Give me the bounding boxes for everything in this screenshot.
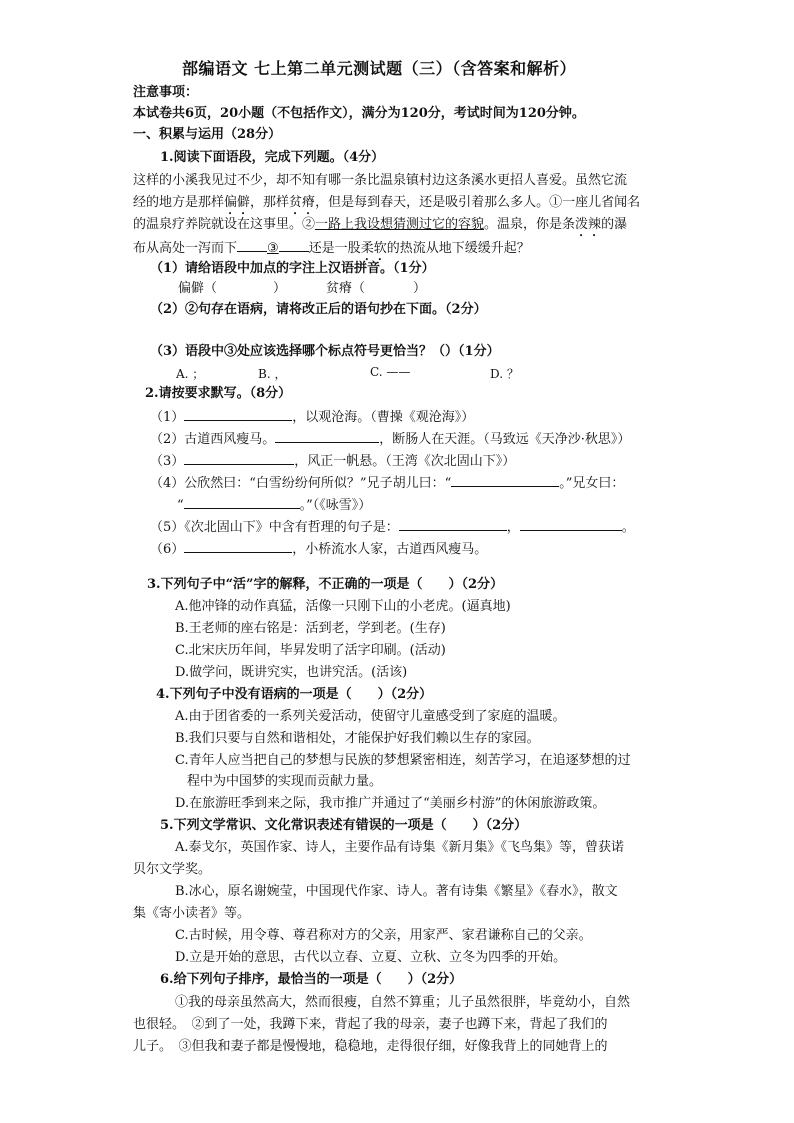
q5-title: 5.下列文学常识、文化常识表述有错误的一项是（ ）（2分）: [160, 818, 528, 833]
q5-option-b[interactable]: B.冰心，原名谢婉莹，中国现代作家、诗人。著有诗集《繁星》《春水》，散文: [175, 884, 618, 899]
dotted-word-pianpi: 偏僻: [224, 195, 251, 210]
q5-option-c[interactable]: C.古时候，用令尊、尊君称对方的父亲，用家严、家君谦称自己的父亲。: [175, 928, 592, 943]
q5-option-d[interactable]: D.立是开始的意思，古代以立春、立夏、立秋、立冬为四季的开始。: [175, 950, 567, 965]
recite-text: ，风正一帆悬。（王湾《次北固山下》）: [294, 454, 516, 469]
q5-option-b-cont: 集《寄小读者》等。: [133, 906, 251, 921]
q1-sub2: （2）②句存在语病，请将改正后的语句抄在下面。（2分）: [150, 302, 487, 317]
q3-option-b[interactable]: B.王老师的座右铭是：活到老，学到老。(生存): [175, 621, 446, 636]
q1-passage-line: 这样的小溪我见过不少，却不知有哪一条比温泉镇村边这条溪水更招人喜爱。虽然它流: [133, 173, 628, 188]
q4-option-a[interactable]: A.由于团省委的一系列关爱活动，使留守儿童感受到了家庭的温暖。: [175, 709, 566, 724]
q5-option-a-cont: 贝尔文学奖。: [133, 862, 212, 877]
q1-passage-line: [133, 216, 627, 240]
recite-text: （2）古道西风瘦马。: [150, 432, 276, 447]
q3-option-c[interactable]: C.北宋庆历年间，毕昇发明了活字印刷。(活动): [175, 643, 446, 658]
notice-text: 本试卷共6页，20小题（不包括作文），满分为120分，考试时间为120分钟。: [133, 106, 585, 121]
recite-blank[interactable]: [399, 517, 507, 531]
q2-line: [150, 407, 474, 426]
pinyin-close: ）: [413, 281, 427, 296]
recite-text: （4）公欣然曰：“白雪纷纷何所似？”兄子胡儿曰：“: [150, 476, 452, 491]
recite-text: 。”（《咏雪》）: [299, 498, 372, 513]
passage-text: 的热流从地下缓缓升起？: [386, 241, 530, 256]
passage-text: 。温泉，你是条: [484, 217, 576, 232]
q4-option-d[interactable]: D.在旅游旺季到来之际，我市推广并通过了“美丽乡村游”的休闲旅游政策。: [175, 796, 606, 811]
q1-sub3: （3）语段中③处应该选择哪个标点符号更恰当？（）（1分）: [150, 344, 500, 359]
q6-passage-line: 也很轻。 ②到了一处，我蹲下来，背起了我的母亲，妻子也蹲下来，背起了我们的: [133, 1017, 608, 1032]
recite-text: “: [177, 498, 184, 513]
dotted-word-pinji: 贫瘠: [289, 195, 316, 210]
blank-line[interactable]: [279, 238, 309, 252]
pinyin-answer-row: [178, 280, 426, 297]
recite-text: （6）: [150, 542, 185, 557]
q1-title: 1.阅读下面语段，完成下列题。（4分）: [160, 150, 385, 165]
q2-line: [150, 473, 624, 492]
q5-option-a[interactable]: A.泰戈尔，英国作家、诗人，主要作品有诗集《新月集》《飞鸟集》等，曾获诺: [175, 840, 625, 855]
recite-text: ，小桥流水人家，古道西风瘦马。: [292, 542, 488, 557]
recite-blank[interactable]: [184, 495, 300, 509]
sick-sentence: 一路上我设想猜测过它的容貌: [315, 217, 485, 232]
q6-title: 6.给下列句子排序，最恰当的一项是（ ）（2分）: [160, 972, 463, 987]
punctuation-mark-3: ③: [267, 241, 279, 256]
q2-line: [177, 495, 371, 514]
q2-title: 2.请按要求默写。（8分）: [145, 386, 292, 401]
recite-text: （5）《次北固山下》中含有哲理的句子是：: [150, 520, 399, 535]
recite-blank[interactable]: [184, 539, 292, 553]
notice-heading: 注意事项：: [133, 85, 199, 100]
recite-blank[interactable]: [275, 429, 379, 443]
q6-passage-line: ①我的母亲虽然高大，然而很瘦，自然不算重；儿子虽然很胖，毕竟幼小，自然: [175, 995, 631, 1010]
q4-option-c[interactable]: C.青年人应当把自己的梦想与民族的梦想紧密相连，刻苦学习，在追逐梦想的过: [175, 753, 631, 768]
page-title: 部编语文 七上第二单元测试题（三）（含答案和解析）: [182, 59, 577, 78]
q3-option-a[interactable]: A.他冲锋的动作真猛，活像一只刚下山的小老虎。(逼真地): [175, 599, 511, 614]
recite-text: （3）: [150, 454, 185, 469]
q2-line: [150, 517, 635, 536]
recite-text: ，断肠人在天涯。（马致远《天净沙·秋思》）: [379, 432, 631, 447]
passage-text: 布从高处一泻而下: [133, 241, 238, 256]
option-c[interactable]: C. ——: [370, 365, 411, 379]
q4-option-c-cont: 程中为中国梦的实现而贡献力量。: [187, 774, 383, 789]
q3-option-d[interactable]: D.做学问，既讲究实，也讲究活。(活该): [175, 665, 408, 680]
passage-text: 的瀑: [601, 217, 628, 232]
recite-text: （1）: [150, 410, 185, 425]
passage-text: 的温泉疗养院就设在这事里。②: [133, 217, 316, 232]
recite-text: 。: [621, 520, 635, 535]
recite-blank[interactable]: [184, 407, 292, 421]
recite-blank[interactable]: [184, 451, 294, 465]
q2-line: [150, 539, 487, 558]
q4-option-b[interactable]: B.我们只要与自然和谐相处，才能保护好我们赖以生存的家园。: [175, 731, 540, 746]
q2-line: [150, 429, 630, 448]
recite-text: 。”兄女曰：: [559, 476, 625, 491]
recite-blank[interactable]: [451, 473, 559, 487]
q2-line: [150, 451, 515, 470]
q4-title: 4.下列句子中没有语病的一项是（ ）（2分）: [156, 687, 433, 702]
recite-text: ，以观沧海。（曹操《观沧海》）: [292, 410, 475, 425]
recite-blank[interactable]: [520, 517, 622, 531]
passage-text: ，那样: [250, 195, 290, 210]
blank-line[interactable]: [237, 238, 267, 252]
passage-text: 经的地方是那样: [133, 195, 225, 210]
option-d[interactable]: D. ？: [490, 367, 519, 381]
passage-text: 还是一股: [308, 241, 361, 256]
recite-text: ，: [506, 520, 520, 535]
q6-passage-line: 儿子。 ③但我和妻子都是慢慢地，稳稳地，走得很仔细，好像我背上的同她背上的: [133, 1039, 608, 1054]
option-b[interactable]: B. ，: [258, 367, 287, 381]
section-heading: 一、积累与运用（28分）: [133, 127, 282, 142]
pinyin-close: ）: [273, 281, 287, 296]
pinyin-label: 偏僻（: [178, 281, 218, 296]
q1-passage-line: [133, 194, 640, 218]
pinyin-label: 贫瘠（: [326, 281, 366, 296]
q3-title: 3.下列句子中“活”字的解释，不正确的一项是（ ）（2分）: [147, 577, 504, 592]
dotted-word-pola: 泼辣: [575, 217, 602, 232]
passage-text: ，但是每到春天，还是吸引着那么多人。①一座儿省闻名: [315, 195, 641, 210]
option-a[interactable]: A. ；: [176, 367, 205, 381]
dotted-word-rouruan: 柔软: [360, 241, 387, 256]
q1-sub1: （1）请给语段中加点的字注上汉语拼音。（1分）: [150, 261, 435, 276]
